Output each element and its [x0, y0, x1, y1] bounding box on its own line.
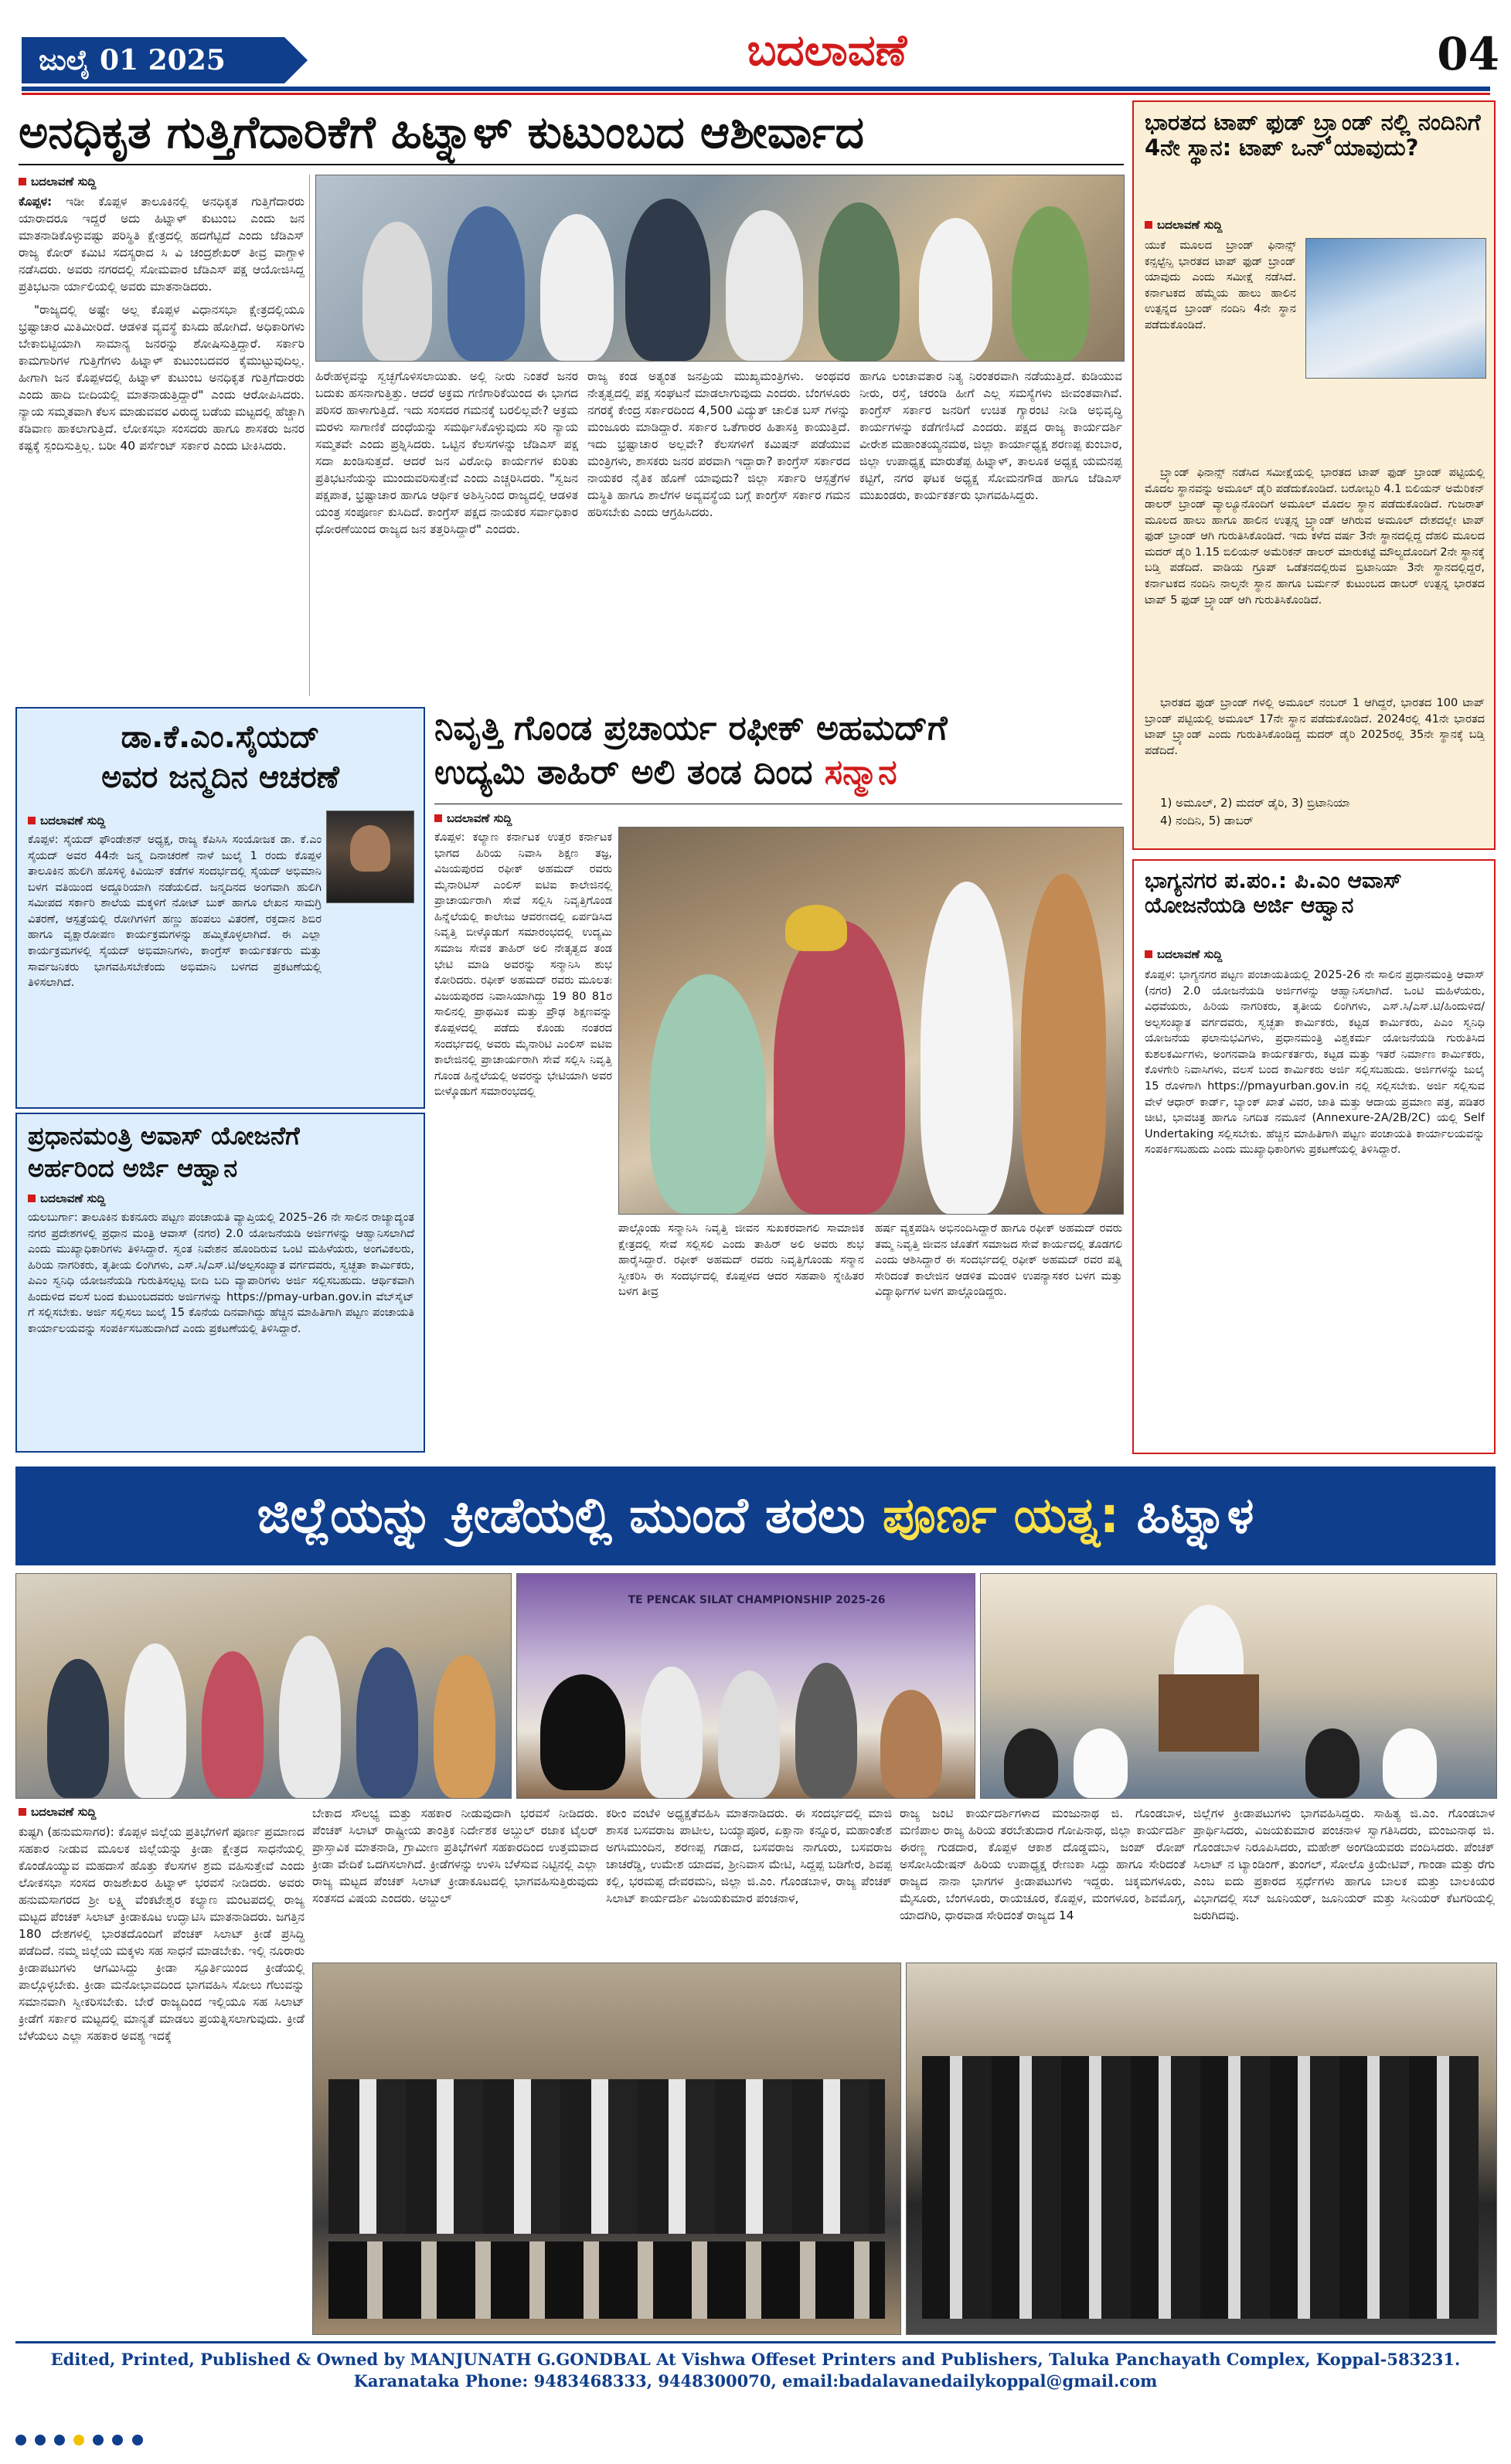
banner-text-end: ಹಿಟ್ನಾಳ	[1136, 1487, 1254, 1545]
page-number: 04	[1437, 28, 1499, 80]
dot-icon	[73, 2435, 84, 2445]
sports-photo-speech	[980, 1573, 1497, 1799]
sports-photo-participants-2	[906, 1963, 1497, 2335]
championship-banner-text: TE PENCAK SILAT CHAMPIONSHIP 2025-26	[628, 1594, 886, 1606]
article1-col4: ಹಾಗೂ ಲಂಚಾವತಾರ ನಿತ್ಯ ನಿರಂತರವಾಗಿ ನಡೆಯುತ್ತಿದೆ. ಕುಡಿಯುವ ನೀರು, ರಸ್ತೆ, ಚರಂಡಿ ಹೀಗೆ ಎಲ್ಲ ಸಮಸ್ಯೆಗಳು ಜೀವಂತವಾಗಿವೆ. ಕಾಂಗ್ರೆಸ್ ಸರ್ಕಾರ ಜನರಿಗೆ ಉಚಿತ ಗ್ಯಾರಂಟಿ ನೀಡಿ ಅಭಿವೃದ್ಧಿ ಕಾರ್ಯಗಳನ್ನು ಕಡೆಗಣಿಸಿದೆ ಎಂದರು. ಪಕ್ಷದ ರಾಜ್ಯ ಕಾರ್ಯದರ್ಶಿ ವೀರೇಶ ಮಹಾಂತಯ್ಯನಮಠ, ಜಿಲ್ಲಾ ಕಾರ್ಯಾಧ್ಯಕ್ಷ ಶರಣಪ್ಪ ಕುಂಬಾರ, ಜಿಲ್ಲಾ ಉಪಾಧ್ಯಕ್ಷ ಮಾರುತೆಪ್ಪ ಹಿಟ್ನಾಳ್, ತಾಲೂಕ ಅಧ್ಯಕ್ಷ ಯಮನಪ್ಪ ಕಟ್ಟಿಗೆ, ನಗರ ಘಟಕ ಅಧ್ಯಕ್ಷ ಸೋಮನಗೌಡ ಹಾಗೂ ಜೆಡಿಎಸ್ ಮುಖಂಡರು, ಕಾರ್ಯಕರ್ತರು ಭಾಗವಹಿಸಿದ್ದರು.	[859, 369, 1122, 502]
right-box1-byline	[1145, 218, 1485, 232]
article1-col3: ರಾಜ್ಯ ಕಂಡ ಅತ್ಯಂತ ಜನಪ್ರಿಯ ಮುಖ್ಯಮಂತ್ರಿಗಳು. ಅಂಥವರ ನೇತೃತ್ವದಲ್ಲಿ ಪಕ್ಷ ಸಂಘಟನೆ ಮಾಡಲಾಗುವುದು ಎಂದರು. ಬೆಂಗಳೂರು ನಗರಕ್ಕೆ ಕೇಂದ್ರ ಸರ್ಕಾರದಿಂದ 4,500 ವಿದ್ಯುತ್ ಚಾಲಿತ ಬಸ್ ಗಳನ್ನು ಮಂಜೂರು ಮಾಡಿದ್ದಾರೆ. ಸರ್ಕಾರ ಒತೆಗಾರರ ಹಿತಾಸಕ್ತಿ ಕಾಯುತ್ತಿದೆ. ಇದು ಭ್ರಷ್ಟಾಚಾರ ಅಲ್ಲವೇ? ಕೆಲಸಗಳಿಗೆ ಕಮಿಷನ್ ಪಡೆಯುವ ಮಂತ್ರಿಗಳು, ಶಾಸಕರು ಜನರ ಪರವಾಗಿ ಇದ್ದಾರಾ? ಕಾಂಗ್ರೆಸ್ ಸರ್ಕಾರದ ನಾಯಕರ ನೈತಿಕ ಹೊಣೆ ಯಾವುದು? ಜಿಲ್ಲಾ ಸರ್ಕಾರಿ ಆಸ್ಪತ್ರೆಗಳ ದುಸ್ಥಿತಿ ಹಾಗೂ ಶಾಲೆಗಳ ಅವ್ಯವಸ್ಥೆಯ ಬಗ್ಗೆ ಕಾಂಗ್ರೆಸ್ ಸರ್ಕಾರ ಗಮನ ಹರಿಸಬೇಕು ಎಂದು ಆಗ್ರಹಿಸಿದರು.	[587, 369, 850, 519]
sports-col2: ಬೇಕಾದ ಸೌಲಭ್ಯ ಮತ್ತು ಸಹಕಾರ ನೀಡುವುದಾಗಿ ಭರವಸೆ ನೀಡಿದರು. ಪೆಂಚಕ್ ಸಿಲಾಟ್ ರಾಷ್ಟ್ರೀಯ ತಾಂತ್ರಿಕ ನಿರ್ದೇಶಕ ಅಬ್ದುಲ್ ರಜಾಕ ಟೈಲರ್ ಪ್ರಾಸ್ತಾವಿಕ ಮಾತನಾಡಿ, ಗ್ರಾಮೀಣ ಪ್ರತಿಭೆಗಳಿಗೆ ಸಹಕಾರದಿಂದ ಉತ್ತಮವಾದ ಕ್ರೀಡಾ ವೇದಿಕೆ ಒದಗಿಸಲಾಗಿದೆ. ಕ್ರೀಡೆಗಳನ್ನು ಉಳಿಸಿ ಬೆಳೆಸುವ ನಿಟ್ಟಿನಲ್ಲಿ ಎಲ್ಲಾ ರಾಜ್ಯ ಮಟ್ಟದ ಪೆಂಚಕ್ ಸಿಲಾಟ್ ಕ್ರೀಡಾಕೂಟದಲ್ಲಿ ಭಾಗವಹಿಸುತ್ತಿರುವುದು ಸಂತಸದ ವಿಷಯ ಎಂದರು. ಅಬ್ದುಲ್	[312, 1806, 598, 1905]
dot-icon	[35, 2435, 46, 2445]
birthday-headline-line2: ಅವರ ಜನ್ಮದಿನ ಆಚರಣೆ	[101, 760, 339, 795]
article1-col1-text: "ರಾಜ್ಯದಲ್ಲಿ ಅಷ್ಟೇ ಅಲ್ಲ ಕೊಪ್ಪಳ ವಿಧಾನಸಭಾ ಕ್ಷೇತ್ರದಲ್ಲಿಯೂ ಭ್ರಷ್ಟಾಚಾರ ಮಿತಿಮೀರಿದೆ. ಆಡಳಿತ ವ್ಯವಸ್ಥೆ ಕುಸಿದು ಹೋಗಿದೆ. ಅಧಿಕಾರಿಗಳು ಬೇಕಾಬಿಟ್ಟಿಯಾಗಿ ಸಾಮಾನ್ಯ ಜನರನ್ನು ಶೋಷಿಸುತ್ತಿದ್ದಾರೆ. ಸರ್ಕಾರಿ ಕಾಮಗಾರಿಗಳ ಗುತ್ತಿಗೆಗಳು ಹಿಟ್ನಾಳ್ ಕುಟುಂಬದವರ ಕೈಮುಟ್ಟುವುದಿಲ್ಲ. ಹೀಗಾಗಿ ಜನ ಕೊಪ್ಪಳದಲ್ಲಿ ಹಿಟ್ನಾಳ್ ಕುಟುಂಬ ಅನಧಿಕೃತ ಗುತ್ತಿಗೆದಾರರು ಎಂದು ಹಾದಿ ಬೀದಿಯಲ್ಲಿ ಮಾತನಾಡುತ್ತಿದ್ದಾರೆ" ಎಂದು ಆರೋಪಿಸಿದರು. ನ್ಯಾಯ ಸಮ್ಮತವಾಗಿ ಕೆಲಸ ಮಾಡುವವರ ವಿರುದ್ಧ ಬಡೆಯ ಮಟ್ಟದಲ್ಲಿ ಹೆಚ್ಚಾಗಿ ಕಡಿವಾಣ ಹಾಕಲಾಗುತ್ತಿದೆ. ಲೋಕಸಭಾ ಸಂಸದರು ಹಾಗೂ ಶಾಸಕರು ಜನರ ಕಷ್ಟಕ್ಕೆ ಸ್ಪಂದಿಸುತ್ತಿಲ್ಲ. ಬರೀ 40 ಪರ್ಸೆಂಟ್ ಸರ್ಕಾರ ಎಂದು ಟೀಕಿಸಿದರು.	[19, 303, 305, 453]
right-box-nandini	[1132, 100, 1496, 850]
byline-text: ಬದಲಾವಣೆ ಸುದ್ದಿ	[40, 814, 106, 828]
right-box2-body: ಕೊಪ್ಪಳ: ಭಾಗ್ಯನಗರ ಪಟ್ಟಣ ಪಂಚಾಯತಿಯಲ್ಲಿ 2025-26 ನೇ ಸಾಲಿನ ಪ್ರಧಾನಮಂತ್ರಿ ಆವಾಸ್ (ನಗರ) 2.0 ಯೋಜನೆಯಡಿ ಅರ್ಜಿಗಳನ್ನು ಆಹ್ವಾನಿಸಲಾಗಿದೆ. ಒಂಟಿ ಮಹಿಳೆಯರು, ವಿಧವೆಯರು, ಹಿರಿಯ ನಾಗರಿಕರು, ತೃತೀಯ ಲಿಂಗಿಗಳು, ಎಸ್.ಸಿ/ಎಸ್.ಟಿ/ಹಿಂದುಳಿದ/ಅಲ್ಪಸಂಖ್ಯಾತ ವರ್ಗದವರು, ಸ್ವಚ್ಛತಾ ಕಾರ್ಮಿಕರು, ಕಟ್ಟಡ ಕಾರ್ಮಿಕರು, ಪಿಎಂ ಸ್ವನಿಧಿ ಯೋಜನೆಯ ಫಲಾನುಭವಿಗಳು, ಪ್ರಧಾನಮಂತ್ರಿ ವಿಶ್ವಕರ್ಮ ಯೋಜನೆಯಡಿ ಗುರುತಿಸಿದ ಕುಶಲಕರ್ಮಿಗಳು, ಅಂಗನವಾಡಿ ಕಾರ್ಯಕರ್ತರು, ಕಟ್ಟಡ ಮತ್ತು ಇತರೆ ನಿರ್ಮಾಣ ಕಾರ್ಮಿಕರು, ಕೊಳಗೇರಿ ನಿವಾಸಿಗಳು, ವಲಸೆ ಬಂದ ಕಾರ್ಮಿಕರು ಅರ್ಜಿ ಸಲ್ಲಿಸಬಹುದು. ಅರ್ಜಿಗಳನ್ನು ಜುಲೈ 15 ರೊಳಗಾಗಿ https://pmayurban.gov.in ನಲ್ಲಿ ಸಲ್ಲಿಸಬೇಕು. ಅರ್ಜಿ ಸಲ್ಲಿಸುವ ವೇಳೆ ಆಧಾರ್ ಕಾರ್ಡ್, ಬ್ಯಾಂಕ್ ಖಾತೆ ವಿವರ, ಜಾತಿ ಮತ್ತು ಆದಾಯ ಪ್ರಮಾಣ ಪತ್ರ, ಪಡಿತರ ಚೀಟಿ, ಭಾವಚಿತ್ರ ಹಾಗೂ ನಿಗದಿತ ನಮೂನೆ (Annexure-2A/2B/2C) ಯಲ್ಲಿ Self Undertaking ಸಲ್ಲಿಸಬೇಕು. ಹೆಚ್ಚಿನ ಮಾಹಿತಿಗಾಗಿ ಪಟ್ಟಣ ಪಂಚಾಯತಿ ಕಾರ್ಯಾಲಯವನ್ನು ಸಂಪರ್ಕಿಸಬಹುದು ಎಂದು ಮುಖ್ಯಾಧಿಕಾರಿಗಳು ಪ್ರಕಟಣೆಯಲ್ಲಿ ತಿಳಿಸಿದ್ದಾರೆ.	[1145, 969, 1485, 1157]
sports-banner	[15, 1467, 1496, 1565]
top-brands-list	[1160, 794, 1485, 829]
birthday-body: ಕೊಪ್ಪಳ: ಸೈಯದ್ ಫೌಂಡೇಶನ್ ಅಧ್ಯಕ್ಷ, ರಾಜ್ಯ ಕೆಪಿಸಿಸಿ ಸಂಯೋಜಕ ಡಾ. ಕೆ.ಎಂ ಸೈಯದ್ ಅವರ 44ನೇ ಜನ್ಮ ದಿನಾಚರಣೆ ನಾಳೆ ಜುಲೈ 1 ರಂದು ಕೊಪ್ಪಳ ತಾಲೂಕಿನ ಹುಲಿಗಿ ಹೊಸಳ್ಳಿ ಕಿವಿಯಿನ್ ಕಡೆಗಳ ಸಂದರ್ಭದಲ್ಲಿ ಸೈಯದ್ ಅಭಿಮಾನಿ ಬಳಗ ವತಿಯಿಂದ ಅದ್ದೂರಿಯಾಗಿ ನಡೆಯಲಿದೆ. ಜನ್ಮದಿನದ ಅಂಗವಾಗಿ ಹುಲಿಗಿ ಸಮೀಪದ ಸರ್ಕಾರಿ ಶಾಲೆಯ ಮಕ್ಕಳಿಗೆ ನೋಟ್ ಬುಕ್ ಹಾಗೂ ಲೇಖನ ಸಾಮಗ್ರಿ ವಿತರಣೆ, ಆಸ್ಪತ್ರೆಯಲ್ಲಿ ರೋಗಿಗಳಿಗೆ ಹಣ್ಣು ಹಂಪಲು ವಿತರಣೆ, ರಕ್ತದಾನ ಶಿಬಿರ ಹಾಗೂ ವೃಕ್ಷಾರೋಪಣ ಕಾರ್ಯಕ್ರಮಗಳನ್ನು ಹಮ್ಮಿಕೊಳ್ಳಲಾಗಿದೆ. ಈ ಎಲ್ಲಾ ಕಾರ್ಯಕ್ರಮಗಳಲ್ಲಿ ಸೈಯದ್ ಅಭಿಮಾನಿಗಳು, ಕಾಂಗ್ರೆಸ್ ಕಾರ್ಯಕರ್ತರು ಮತ್ತು ಸಾರ್ವಜನಿಕರು ಭಾಗವಹಿಸಬೇಕೆಂದು ಅಭಿಮಾನಿ ಬಳಗದ ಪ್ರಕಟಣೆಯಲ್ಲಿ ತಿಳಿಸಲಾಗಿದೆ.	[28, 834, 322, 990]
sports-photo-participants-1	[312, 1963, 901, 2335]
sports-col3: ಕರೀಂ ವಂಟೆಳಿ ಅಧ್ಯಕ್ಷತೆವಹಿಸಿ ಮಾತನಾಡಿದರು. ಈ ಸಂದರ್ಭದಲ್ಲಿ ಮಾಜಿ ಶಾಸಕ ಬಸವರಾಜ ಪಾಟೀಲ, ಬಯ್ಯಾಪೂರ, ಏಕ್ಸಾನಾ ಕನ್ನೂರ, ಮಹಾಂತೇಶ ಅಗಸಿಮುಂದಿನ, ಶರಣಪ್ಪ ಗಡಾದ, ಬಸವರಾಜ ನಾಗೂರು, ಬಸವರಾಜ ಚಾಚರೆಡ್ಡಿ, ಉಮೇಶ ಯಾದವ, ಶ್ರೀನಿವಾಸ ಮೇಟಿ, ಸಿದ್ದಪ್ಪ ಬಡಿಗೇರ, ಶಿವಪ್ಪ ಕಲ್ಲಿ, ಭರಮಪ್ಪ ದೇವರಮನಿ, ಜಿಲ್ಲಾ ಜಿ.ಎಂ. ಗೊಂಡಬಾಳ, ರಾಜ್ಯ ಪೆಂಚಕ್ ಸಿಲಾಟ್ ಕಾರ್ಯದರ್ಶಿ ವಿಜಯಕುಮಾರ ಪಂಚನಾಳ,	[606, 1806, 892, 1905]
pm-body: ಯಲಬುರ್ಗಾ: ತಾಲೂಕಿನ ಕುಕನೂರು ಪಟ್ಟಣ ಪಂಚಾಯತಿ ವ್ಯಾಪ್ತಿಯಲ್ಲಿ 2025–26 ನೇ ಸಾಲಿನ ರಾಜ್ಯಾದ್ಯಂತ ನಗರ ಪ್ರದೇಶಗಳಲ್ಲಿ ಪ್ರಧಾನ ಮಂತ್ರಿ ಆವಾಸ್ (ನಗರ) 2.0 ಯೋಜನೆಯಡಿ ಅರ್ಜಿಗಳನ್ನು ಆಹ್ವಾನಿಸಲಾಗಿದೆ ಎಂದು ಮುಖ್ಯಾಧಿಕಾರಿಗಳು ತಿಳಿಸಿದ್ದಾರೆ. ಸ್ವಂತ ನಿವೇಶನ ಹೊಂದಿರುವ ಒಂಟಿ ಮಹಿಳೆಯರು, ಅಂಗವಿಕಲರು, ಹಿರಿಯ ನಾಗರಿಕರು, ತೃತೀಯ ಲಿಂಗಿಗಳು, ಎಸ್.ಸಿ/ಎಸ್.ಟಿ/ಅಲ್ಪಸಂಖ್ಯಾತ ವರ್ಗದವರು, ಸ್ವಚ್ಛತಾ ಕಾರ್ಮಿಕರು, ಪಿಎಂ ಸ್ವನಿಧಿ ಯೋಜನೆಯಡಿ ಗುರುತಿಸಲ್ಪಟ್ಟ ಬೀದಿ ಬದಿ ವ್ಯಾಪಾರಿಗಳು ಅರ್ಜಿ ಸಲ್ಲಿಸಬಹುದು. ಆರ್ಥಿಕವಾಗಿ ಹಿಂದುಳಿದ ವಲಸೆ ಬಂದ ಕುಟುಂಬದವರು ಅರ್ಜಿಗಳನ್ನು https://pmay-urban.gov.in ವೆಬ್‌ಸೈಟ್ ಗೆ ಸಲ್ಲಿಸಬೇಕು. ಅರ್ಜಿ ಸಲ್ಲಿಸಲು ಜುಲೈ 15 ಕೊನೆಯ ದಿನವಾಗಿದ್ದು ಹೆಚ್ಚಿನ ಮಾಹಿತಿಗಾಗಿ ಪಟ್ಟಣ ಪಂಚಾಯತಿ ಕಾರ್ಯಾಲಯವನ್ನು ಸಂಪರ್ಕಿಸಬಹುದಾಗಿದೆ ಎಂದು ಪ್ರಕಟಣೆಯಲ್ಲಿ ತಿಳಿಸಿದ್ದಾರೆ.	[28, 1212, 414, 1336]
imprint-line1: Edited, Printed, Published & Owned by MANJUNATH G.GONDBAL At Vishwa Offeset Printers and Publishers, Taluka Panchayath Complex, Koppal-583231.	[50, 2350, 1461, 2369]
bullet-icon	[19, 1808, 26, 1816]
article1-photo-protest	[315, 175, 1125, 362]
sports-col4: ರಾಜ್ಯ ಜಂಟಿ ಕಾರ್ಯದರ್ಶಿಗಳಾದ ಮಂಜುನಾಥ ಜಿ. ಗೊಂಡಬಾಳ, ಮಣಿಪಾಲ ರಾಜ್ಯ ಹಿರಿಯ ತರಬೇತುದಾರ ಗೋಪಿನಾಥ, ಜಿಲ್ಲಾ ಕಾರ್ಯದರ್ಶಿ ಈರಣ್ಣ ಗುಡದಾರ, ಕೊಪ್ಪಳ ಆಕಾಶ ದೊಡ್ಡಮನಿ, ಜಂಪ್ ರೋಪ್ ಅಸೋಸಿಯೇಷನ್ ಹಿರಿಯ ಉಪಾಧ್ಯಕ್ಷ ರೇಣುಕಾ ಸಿದ್ದು ಹಾಗೂ ಸೇರಿದಂತೆ ರಾಜ್ಯದ ನಾನಾ ಭಾಗಗಳ ಕ್ರೀಡಾಪಟುಗಳು ಇದ್ದರು. ಚಿಕ್ಕಮಗಳೂರು, ಮೈಸೂರು, ಬೆಂಗಳೂರು, ರಾಯಚೂರ, ಕೊಪ್ಪಳ, ಮಂಗಳೂರ, ಶಿವಮೊಗ್ಗ, ಯಾದಗಿರಿ, ಧಾರವಾಡ ಸೇರಿದಂತೆ ರಾಜ್ಯದ 14	[900, 1806, 1186, 1922]
article1-col-lead	[19, 175, 305, 696]
sports-col1-wrap	[19, 1805, 305, 2330]
right-box2-headline: ಭಾಗ್ಯನಗರ ಪ.ಪಂ.: ಪಿ.ಎಂ ಆವಾಸ್ ಯೋಜನೆಯಡಿ ಅರ್ಜಿ ಆಹ್ವಾನ	[1145, 868, 1402, 919]
banner-highlight: ಪೂರ್ಣ ಯತ್ನ:	[882, 1487, 1120, 1545]
article2-col3: ಹರ್ಷ ವ್ಯಕ್ತಪಡಿಸಿ ಅಭಿನಂದಿಸಿದ್ದಾರೆ ಹಾಗೂ ರಫೀಕ್ ಅಹಮದ್ ರವರು ತಮ್ಮ ನಿವೃತ್ತಿ ಜೀವನ ಜೊತೆಗೆ ಸಮಾಜದ ಸೇವೆ ಕಾರ್ಯದಲ್ಲಿ ತೊಡಗಲಿ ಎಂದು ಆಶಿಸಿದ್ದಾರೆ ಈ ಸಂದರ್ಭದಲ್ಲಿ ರಫೀಕ್ ಅಹಮದ್ ರವರ ಪತ್ನಿ ಸೇರಿದಂತೆ ಕಾಲೇಜಿನ ಆಡಳಿತ ಮಂಡಳಿ ಉಪನ್ಯಾಸಕರ ಬಳಗ ಮತ್ತು ವಿದ್ಯಾರ್ಥಿಗಳ ಬಳಗ ಪಾಲ್ಗೊಂಡಿದ್ದರು.	[875, 1222, 1122, 1299]
right-box1-headline: ಭಾರತದ ಟಾಪ್ ಫುಡ್ ಬ್ರ್ಯಾಂಡ್ ನಲ್ಲಿ ನಂದಿನಿಗೆ 4ನೇ ಸ್ಥಾನ: ಟಾಪ್ ಒನ್ ಯಾವುದು?	[1145, 109, 1481, 161]
article1-headline: ಅನಧಿಕೃತ ಗುತ್ತಿಗೆದಾರಿಕೆಗೆ ಹಿಟ್ನಾಳ್ ಕುಟುಂಬದ ಆಶೀರ್ವಾದ	[19, 106, 864, 158]
issue-date: ಜುಲೈ 01 2025	[22, 37, 284, 83]
list-item: 1) ಅಮೂಲ್, 2) ಮದರ್ ಡೈರಿ, 3) ಬ್ರಿಟಾನಿಯಾ	[1160, 796, 1350, 810]
byline-text: ಬದಲಾವಣೆ ಸುದ್ದಿ	[1157, 947, 1223, 961]
footer-dots	[15, 2434, 1496, 2457]
portrait-photo	[326, 811, 414, 903]
bullet-icon	[28, 1195, 36, 1202]
pm-byline	[28, 1191, 105, 1205]
right-box1-body2: ಭಾರತದ ಫುಡ್ ಬ್ರಾಂಡ್ ಗಳಲ್ಲಿ ಅಮೂಲ್ ನಂಬರ್ 1 ಆಗಿದ್ದರೆ, ಭಾರತದ 100 ಟಾಪ್ ಬ್ರಾಂಡ್ ಪಟ್ಟಿಯಲ್ಲಿ ಅಮೂಲ್ 17ನೇ ಸ್ಥಾನ ಪಡೆದುಕೊಂಡಿದೆ. 2024ರಲ್ಲಿ 41ನೇ ಭಾರತದ ಟಾಪ್ ಬ್ರ್ಯಾಂಡ್ ಎಂದು ಗುರುತಿಸಿಕೊಂಡಿದ್ದ ಮದರ್ ಡೈರಿ 2025ರಲ್ಲಿ 35ನೇ ಸ್ಥಾನಕ್ಕೆ ಬಡ್ತಿ ಪಡೆದಿದೆ.	[1145, 697, 1485, 757]
article2-byline	[434, 811, 612, 825]
sports-col1: ಕುಷ್ಟಗಿ (ಹನುಮಸಾಗರ): ಕೊಪ್ಪಳ ಜಿಲ್ಲೆಯ ಪ್ರತಿಭೆಗಳಿಗೆ ಪೂರ್ಣ ಪ್ರಮಾಣದ ಸಹಕಾರ ನೀಡುವ ಮೂಲಕ ಜಿಲ್ಲೆಯನ್ನು ಕ್ರೀಡಾ ಕ್ಷೇತ್ರದ ಸಾಧನೆಯಲ್ಲಿ ಕೊಂಡೊಯ್ಯುವ ಮಹದಾಸೆ ಹೊತ್ತು ಕೆಲಸಗಳ ಶ್ರಮ ವಹಿಸುತ್ತೇವೆ ಎಂದು ಲೋಕಸಭಾ ಸಂಸದ ರಾಜಶೇಖರ ಹಿಟ್ನಾಳ್ ಭರವಸೆ ನೀಡಿದರು. ಅವರು ಹನುಮಸಾಗರದ ಶ್ರೀ ಲಕ್ಷ್ಮಿ ವೆಂಕಟೇಶ್ವರ ಕಲ್ಯಾಣ ಮಂಟಪದಲ್ಲಿ ರಾಜ್ಯ ಮಟ್ಟದ ಪೆಂಚಕ್ ಸಿಲಾಟ್ ಕ್ರೀಡಾಕೂಟ ಉದ್ಘಾಟಿಸಿ ಮಾತನಾಡಿದರು. ಜಗತ್ತಿನ 180 ದೇಶಗಳಲ್ಲಿ ಭಾರತದೊಂದಿಗೆ ಪೆಂಚಕ್ ಸಿಲಾಟ್ ಕ್ರೀಡೆ ಪ್ರಸಿದ್ಧಿ ಪಡೆದಿದೆ. ನಮ್ಮ ಜಿಲ್ಲೆಯ ಮಕ್ಕಳು ಸಹ ಸಾಧನೆ ಮಾಡಬೇಕು. ಇಲ್ಲಿ ನೂರಾರು ಕ್ರೀಡಾಪಟುಗಳು ಆಗಮಿಸಿದ್ದು ಕ್ರೀಡಾ ಸ್ಪೂರ್ತಿಯಿಂದ ಕ್ರೀಡೆಯಲ್ಲಿ ಪಾಲ್ಗೊಳ್ಳಬೇಕು. ಕ್ರೀಡಾ ಮನೋಭಾವದಿಂದ ಭಾಗವಹಿಸಿ ಸೋಲು ಗೆಲುವನ್ನು ಸಮಾನವಾಗಿ ಸ್ವೀಕರಿಸಬೇಕು. ಬೇರೆ ರಾಜ್ಯದಿಂದ ಇಲ್ಲಿಯೂ ಸಹ ಸಿಲಾಟ್ ಕ್ರೀಡೆಗೆ ಸರ್ಕಾರ ಮಟ್ಟದಲ್ಲಿ ಮಾನ್ಯತೆ ಮಾಡಲು ಪ್ರಯತ್ನಿಸಲಾಗುವುದು. ಕ್ರೀಡೆ ಬೆಳೆಯಲು ಎಲ್ಲಾ ಸಹಕಾರ ಅವಶ್ಯ ಇದಕ್ಕೆ	[19, 1825, 305, 2043]
byline-text: ಬದಲಾವಣೆ ಸುದ್ದಿ	[40, 1191, 106, 1205]
dot-icon	[93, 2435, 104, 2445]
dateline: ಕೊಪ್ಪಳ:	[19, 195, 53, 209]
felicitation-photo	[618, 827, 1124, 1215]
article2-col2: ಪಾಲ್ಗೊಂಡು ಸನ್ಮಾನಿಸಿ ನಿವೃತ್ತಿ ಜೀವನ ಸುಖಕರವಾಗಲಿ ಸಾಮಾಜಿಕ ಕ್ಷೇತ್ರದಲ್ಲಿ ಸೇವೆ ಸಲ್ಲಿಸಲಿ ಎಂದು ತಾಹಿರ್ ಅಲಿ ಅವರು ಶುಭ ಹಾರೈಸಿದ್ದಾರೆ. ರಫೀಕ್ ಅಹಮದ್ ರವರು ನಿವೃತ್ತಿಗೊಂಡು ಸನ್ಮಾನ ಸ್ವೀಕರಿಸಿ ಈ ಸಂದರ್ಭದಲ್ಲಿ ಕೊಪ್ಪಳದ ಆದರ ಸಹಪಾಠಿ ಸ್ನೇಹಿತರ ಬಳಗ ತೀವ್ರ	[618, 1222, 864, 1299]
article2-headline-line1: ನಿವೃತ್ತಿ ಗೊಂಡ ಪ್ರಚಾರ್ಯ ರಫೀಕ್ ಅಹಮದ್‌ಗೆ	[434, 709, 948, 748]
dot-icon	[54, 2435, 65, 2445]
article2-headline-line2	[434, 753, 1122, 793]
sports-byline	[19, 1805, 305, 1819]
pm-awas-box	[15, 1113, 425, 1453]
bullet-icon	[19, 178, 26, 185]
bullet-icon	[28, 817, 36, 824]
headline-part: ಉದ್ಯಮಿ ತಾಹಿರ್ ಅಲಿ ತಂಡ ದಿಂದ	[434, 753, 813, 792]
right-box2-byline	[1145, 947, 1485, 961]
article1-col2: ಹಿರೇಹಳ್ಳವನ್ನು ಸ್ವಚ್ಛಗೊಳಿಸಲಾಯಿತು. ಅಲ್ಲಿ ನೀರು ನಿಂತರೆ ಜನರ ಬದುಕು ಹಸನಾಗುತ್ತಿತ್ತು. ಆದರೆ ಅಕ್ರಮ ಗಣಿಗಾರಿಕೆಯಿಂದ ಈ ಭಾಗದ ಪರಿಸರ ಹಾಳಾಗುತ್ತಿದೆ. ಇದು ಸಂಸದರ ಗಮನಕ್ಕೆ ಬರಲಿಲ್ಲವೇ? ಅಕ್ರಮ ಮರಳು ಸಾಗಾಣಿಕೆ ದಂಧೆಯನ್ನು ಸಮರ್ಥಿಸಿಕೊಳ್ಳುವುದು ಸರಿ ನ್ಯಾಯ ಸಮ್ಮತವೇ ಎಂದು ಪ್ರಶ್ನಿಸಿದರು. ಒಟ್ಟಿನ ಕೆಲಸಗಳನ್ನು ಜೆಡಿಎಸ್ ಪಕ್ಷ ಸದಾ ಖಂಡಿಸುತ್ತದೆ. ಆದರೆ ಜನ ವಿರೋಧಿ ಕಾರ್ಯಗಳ ಕುರಿತು ಪ್ರತಿಭಟನೆಯನ್ನು ಮುಂದುವರಿಸುತ್ತೇವೆ ಎಂದು ಎಚ್ಚರಿಸಿದರು. "ಸ್ವಜನ ಪಕ್ಷಪಾತ, ಭ್ರಷ್ಟಾಚಾರ ಹಾಗೂ ಆರ್ಥಿಕ ಅಶಿಸ್ತಿನಿಂದ ರಾಜ್ಯದಲ್ಲಿ ಆಡಳಿತ ಯಂತ್ರ ಸಂಪೂರ್ಣ ಕುಸಿದಿದೆ. ಕಾಂಗ್ರೆಸ್ ಪಕ್ಷದ ನಾಯಕರ ಸರ್ವಾಧಿಕಾರ ಧೋರಣೆಯಿಂದ ರಾಜ್ಯದ ಜನ ತತ್ತರಿಸಿದ್ದಾರೆ" ಎಂದರು.	[315, 369, 578, 536]
sports-photo-stage	[516, 1573, 975, 1799]
masthead-rule-red	[22, 93, 1490, 95]
birthday-headline-line1: ಡಾ.ಕೆ.ಎಂ.ಸೈಯದ್	[121, 719, 320, 755]
divider	[309, 175, 310, 696]
right-box1-lead: ಯುಕೆ ಮೂಲದ ಬ್ರಾಂಡ್ ಫಿನಾನ್ಸ್ ಕನ್ಸಲ್ಟೆನ್ಸಿ ಭಾರತದ ಟಾಪ್ ಫುಡ್ ಬ್ರಾಂಡ್ ಯಾವುದು ಎಂದು ಸಮೀಕ್ಷೆ ನಡೆಸಿದೆ. ಕರ್ನಾಟಕದ ಹೆಮ್ಮೆಯ ಹಾಲು ಹಾಲಿನ ಉತ್ಪನ್ನದ ಬ್ರಾಂಡ್ ನಂದಿನಿ 4ನೇ ಸ್ಥಾನ ಪಡೆದುಕೊಂಡಿದೆ.	[1145, 240, 1296, 331]
byline-text: ಬದಲಾವಣೆ ಸುದ್ದಿ	[1157, 218, 1223, 232]
list-item: 4) ನಂದಿನಿ, 5) ಡಾಬರ್	[1160, 813, 1254, 828]
article2-col1-wrap	[434, 811, 612, 1460]
dot-icon	[15, 2435, 26, 2445]
birthday-box	[15, 707, 425, 1109]
bullet-icon	[1145, 950, 1152, 958]
imprint-footer	[15, 2349, 1496, 2393]
pm-headline-line1: ಪ್ರಧಾನಮಂತ್ರಿ ಅವಾಸ್ ಯೋಜನೆಗೆ	[28, 1121, 300, 1150]
sports-photo-inauguration	[15, 1573, 512, 1799]
bullet-icon	[434, 814, 442, 822]
article2-col1: ಕೊಪ್ಪಳ: ಕಲ್ಯಾಣ ಕರ್ನಾಟಕ ಉತ್ತರ ಕರ್ನಾಟಕ ಭಾಗದ ಹಿರಿಯ ನಿವಾಸಿ ಶಿಕ್ಷಣ ತಜ್ಞ, ವಿಜಯಪುರದ ರಫೀಕ್ ಅಹಮದ್ ರವರು ಮೈನಾರಿಟಿಸ್ ಎಂಲಿಸ್ ಐಟಿಐ ಕಾಲೇಜಿನಲ್ಲಿ ಪ್ರಾಚಾರ್ಯರಾಗಿ ಸೇವೆ ಸಲ್ಲಿಸಿ ನಿವೃತ್ತಿಗೊಂಡ ಹಿನ್ನೆಲೆಯಲ್ಲಿ ಕಾಲೇಜು ಆವರಣದಲ್ಲಿ ಏರ್ಪಡಿಸಿದ ನಿವೃತ್ತಿ ಬೀಳ್ಕೊಡುಗೆ ಸಮಾರಂಭದಲ್ಲಿ ಉದ್ಯಮಿ ಸಮಾಜ ಸೇವಕ ತಾಹಿರ್ ಅಲಿ ನೇತೃತ್ವದ ತಂಡ ಭೇಟಿ ಮಾಡಿ ಅವರನ್ನು ಸನ್ಮಾನಿಸಿ ಶುಭ ಕೋರಿದರು. ರಫೀಕ್ ಅಹಮದ್ ರವರು ಮೂಲತಃ ವಿಜಯಪುರದ ನಿವಾಸಿಯಾಗಿದ್ದು 19 80 81ರ ಸಾಲಿನಲ್ಲಿ ಪ್ರಾಥಮಿಕ ಮತ್ತು ಪ್ರೌಢ ಶಿಕ್ಷಣವನ್ನು ಕೊಪ್ಪಳದಲ್ಲಿ ಪಡೆದು ಕೊಂಡು ನಂತರದ ಸಂದರ್ಭದಲ್ಲಿ ಅವರು ಮೈನಾರಿಟಿ ಎಂಲಿಸ್ ಐಟಿಐ ಕಾಲೇಜಿನಲ್ಲಿ ಪ್ರಾಚಾರ್ಯರಾಗಿ ಸೇವೆ ಸಲ್ಲಿಸಿ ನಿವೃತ್ತಿ ಗೊಂಡ ಹಿನ್ನೆಲೆಯಲ್ಲಿ ಅವರನ್ನು ಭೇಟಿಯಾಗಿ ಅವರ ಬೀಳ್ಕೊಡುಗೆ ಸಮಾರಂಭದಲ್ಲಿ	[434, 831, 612, 1099]
right-box-bhagyanagar	[1132, 859, 1496, 1454]
dot-icon	[132, 2435, 143, 2445]
right-box1-body1: ಬ್ರ್ಯಾಂಡ್ ಫಿನಾನ್ಸ್ ನಡೆಸಿದ ಸಮೀಕ್ಷೆಯಲ್ಲಿ ಭಾರತದ ಟಾಪ್ ಫುಡ್ ಬ್ರಾಂಡ್ ಪಟ್ಟಿಯಲ್ಲಿ ಮೊದಲ ಸ್ಥಾನವನ್ನು ಅಮೂಲ್ ಡೈರಿ ಪಡೆದುಕೊಂಡಿದೆ. ಬರೋಬ್ಬರಿ 4.1 ಬಿಲಿಯನ್ ಅಮೆರಿಕನ್ ಡಾಲರ್ ಬ್ರಾಂಡ್ ವ್ಯಾಲ್ಯೂನೊಂದಿಗೆ ಅಮೂಲ್ ಮೊದಲ ಸ್ಥಾನ ಪಡೆದುಕೊಂಡಿದೆ. ಗುಜರಾತ್ ಮೂಲದ ಹಾಲು ಹಾಗೂ ಹಾಲಿನ ಉತ್ಪನ್ನ ಬ್ರ್ಯಾಂಡ್ ಆಗಿರುವ ಅಮೂಲ್ ದೇಶದಲ್ಲೇ ಟಾಪ್ ಫುಡ್ ಬ್ರಾಂಡ್ ಆಗಿ ಗುರುತಿಸಿಕೊಂಡಿದೆ. ಇದು ಕಳೆದ ವರ್ಷ 3ನೇ ಸ್ಥಾನದಲ್ಲಿದ್ದ ದೆಹಲಿ ಮೂಲದ ಮದರ್ ಡೈರಿ 1.15 ಬಿಲಿಯನ್ ಅಮೆರಿಕನ್ ಡಾಲರ್ ಮಾರುಕಟ್ಟೆ ಮೌಲ್ಯದೊಂದಿಗೆ 2ನೇ ಸ್ಥಾನಕ್ಕೆ ಬಡ್ತಿ ಪಡೆದಿದೆ. ವಾಡಿಯ ಗ್ರೂಪ್ ಒಡೆತನದಲ್ಲಿರುವ ಬ್ರಿಟಾನಿಯಾ 3ನೇ ಸ್ಥಾನದಲ್ಲಿದ್ದರೆ, ಕರ್ನಾಟಕದ ನಂದಿನಿ ನಾಲ್ಕನೇ ಸ್ಥಾನ ಹಾಗೂ ಬರ್ಮನ್ ಕುಟುಂಬದ ಡಾಬರ್ ಉತ್ಪನ್ನ ಭಾರತದ ಟಾಪ್ 5 ಫುಡ್ ಬ್ರ್ಯಾಂಡ್ ಆಗಿ ಗುರುತಿಸಿಕೊಂಡಿದೆ.	[1145, 467, 1485, 607]
imprint-line2: Karanataka Phone: 9483468333, 9448300070, email:badalavanedailykoppal@gmail.com	[353, 2371, 1158, 2391]
milk-products-photo	[1305, 238, 1486, 379]
birthday-byline	[28, 814, 105, 828]
bullet-icon	[1145, 221, 1152, 229]
article1-lead-text	[19, 193, 305, 295]
banner-text: ಜಿಲ್ಲೆಯನ್ನು ಕ್ರೀಡೆಯಲ್ಲಿ ಮುಂದೆ ತರಲು	[257, 1487, 866, 1545]
lead-text: ಇಡೀ ಕೊಪ್ಪಳ ತಾಲೂಕಿನಲ್ಲಿ ಅನಧಿಕೃತ ಗುತ್ತಿಗೆದಾರರು ಯಾರಾದರೂ ಇದ್ದರೆ ಅದು ಹಿಟ್ನಾಳ್ ಕುಟುಂಬ ಎಂದು ಜನ ಮಾತನಾಡಿಕೊಳ್ಳುವಷ್ಟು ಪರಿಸ್ಥಿತಿ ಕ್ಷೇತ್ರದಲ್ಲಿ ಹದಗೆಟ್ಟಿದೆ ಎಂದು ಜೆಡಿಎಸ್ ರಾಜ್ಯ ಕೋರ್ ಕಮಿಟಿ ಸದಸ್ಯರಾದ ಸಿ ವಿ ಚಂದ್ರಶೇಖರ್ ತೀವ್ರ ವಾಗ್ದಾಳಿ ನಡೆಸಿದರು. ಅವರು ನಗರದಲ್ಲಿ ಸೋಮವಾರ ಜೆಡಿಎಸ್ ಪಕ್ಷ ಆಯೋಜಿಸಿದ್ದ ಪ್ರತಿಭಟನಾ ರ್ಯಾಲಿಯಲ್ಲಿ ಅವರು ಮಾತನಾಡಿದರು.	[19, 195, 305, 294]
newspaper-logo: ಬದಲಾವಣೆ	[747, 25, 907, 76]
byline-text: ಬದಲಾವಣೆ ಸುದ್ದಿ	[447, 811, 512, 825]
pm-headline-line2: ಅರ್ಹರಿಂದ ಅರ್ಜಿ ಆಹ್ವಾನ	[28, 1154, 238, 1183]
article1-byline	[19, 175, 305, 189]
divider	[19, 164, 1124, 165]
dot-icon	[112, 2435, 123, 2445]
sports-col5: ಜಿಲ್ಲೆಗಳ ಕ್ರೀಡಾಪಟುಗಳು ಭಾಗವಹಿಸಿದ್ದರು. ಸಾಹಿತ್ಯ ಜಿ.ಎಂ. ಗೊಂಡಬಾಳ ಪ್ರಾರ್ಥಿಸಿದರು, ವಿಜಯಕುಮಾರ ಪಂಚನಾಳ ಸ್ವಾಗತಿಸಿದರು, ಮಂಜುನಾಥ ಜಿ. ಗೊಂಡಬಾಳ ನಿರೂಪಿಸಿದರು, ಮಹೇಶ್ ಅಂಗಡಿಯವರು ವಂದಿಸಿದರು. ಪೆಂಚಕ್ ಸಿಲಾಟ್ ನ ಟ್ಯಾಂಡಿಂಗ್, ತುಂಗಲ್, ಸೋಲೊ ಕ್ರಿಯೇಟಿವ್, ಗಾಂಡಾ ಮತ್ತು ರೆಗು ಎಂಬ ಐದು ಪ್ರಕಾರದ ಸ್ಪರ್ಧೆಗಳು ಹಾಗೂ ಬಾಲಕ ಮತ್ತು ಬಾಲಕಿಯರ ವಿಭಾಗದಲ್ಲಿ ಸಬ್ ಜೂನಿಯರ್, ಜೂನಿಯರ್ ಮತ್ತು ಸೀನಿಯರ್ ಕೆಟಗರಿಯಲ್ಲಿ ಜರುಗಿದವು.	[1193, 1806, 1495, 1922]
headline-highlight: ಸನ್ಮಾನ	[824, 753, 897, 792]
masthead	[0, 0, 1511, 85]
byline-text: ಬದಲಾವಣೆ ಸುದ್ದಿ	[31, 1805, 97, 1819]
masthead-rule	[22, 87, 1490, 91]
byline-text: ಬದಲಾವಣೆ ಸುದ್ದಿ	[31, 175, 97, 189]
footer-rule	[15, 2341, 1496, 2343]
